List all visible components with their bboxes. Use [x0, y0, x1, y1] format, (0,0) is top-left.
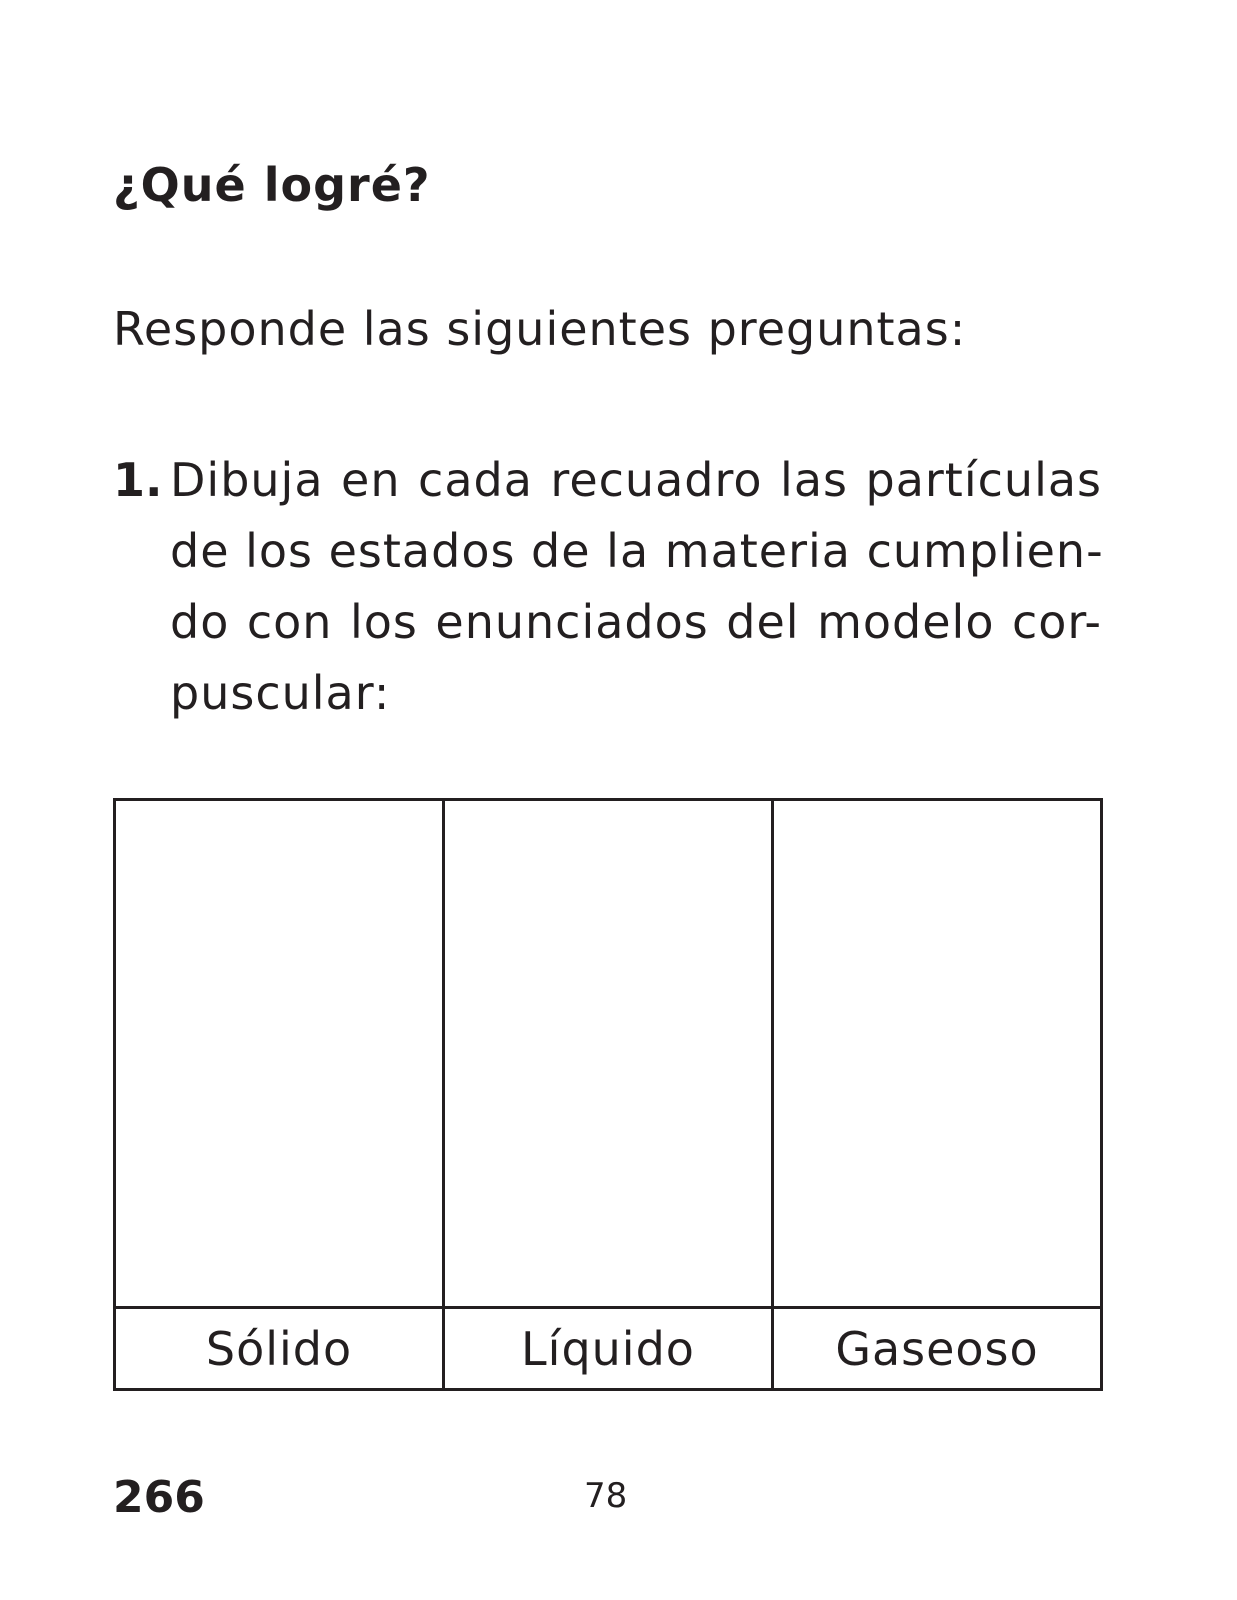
- instruction-text: Responde las siguientes preguntas:: [113, 302, 967, 356]
- question-line: Dibuja en cada recuadro las partículas: [170, 453, 1102, 507]
- question-line: de los estados de la materia cumplien-: [170, 524, 1104, 578]
- question-line: puscular:: [170, 666, 391, 720]
- drawing-box-solid[interactable]: [115, 800, 444, 1308]
- question-1: [113, 445, 1103, 729]
- sheet-page-number: 78: [584, 1476, 628, 1516]
- label-row: [115, 1308, 1102, 1390]
- drawing-box-liquid[interactable]: [444, 800, 773, 1308]
- question-line: do con los enunciados del modelo cor-: [170, 595, 1102, 649]
- states-of-matter-table: [113, 798, 1103, 1391]
- label-solid: Sólido: [115, 1308, 444, 1390]
- drawing-box-gas[interactable]: [773, 800, 1102, 1308]
- section-heading: ¿Qué logré?: [113, 158, 431, 212]
- question-text: [170, 445, 1102, 729]
- label-liquid: Líquido: [444, 1308, 773, 1390]
- book-page-number: 266: [113, 1472, 205, 1523]
- drawing-row: [115, 800, 1102, 1308]
- question-number: 1.: [113, 453, 163, 507]
- label-gas: Gaseoso: [773, 1308, 1102, 1390]
